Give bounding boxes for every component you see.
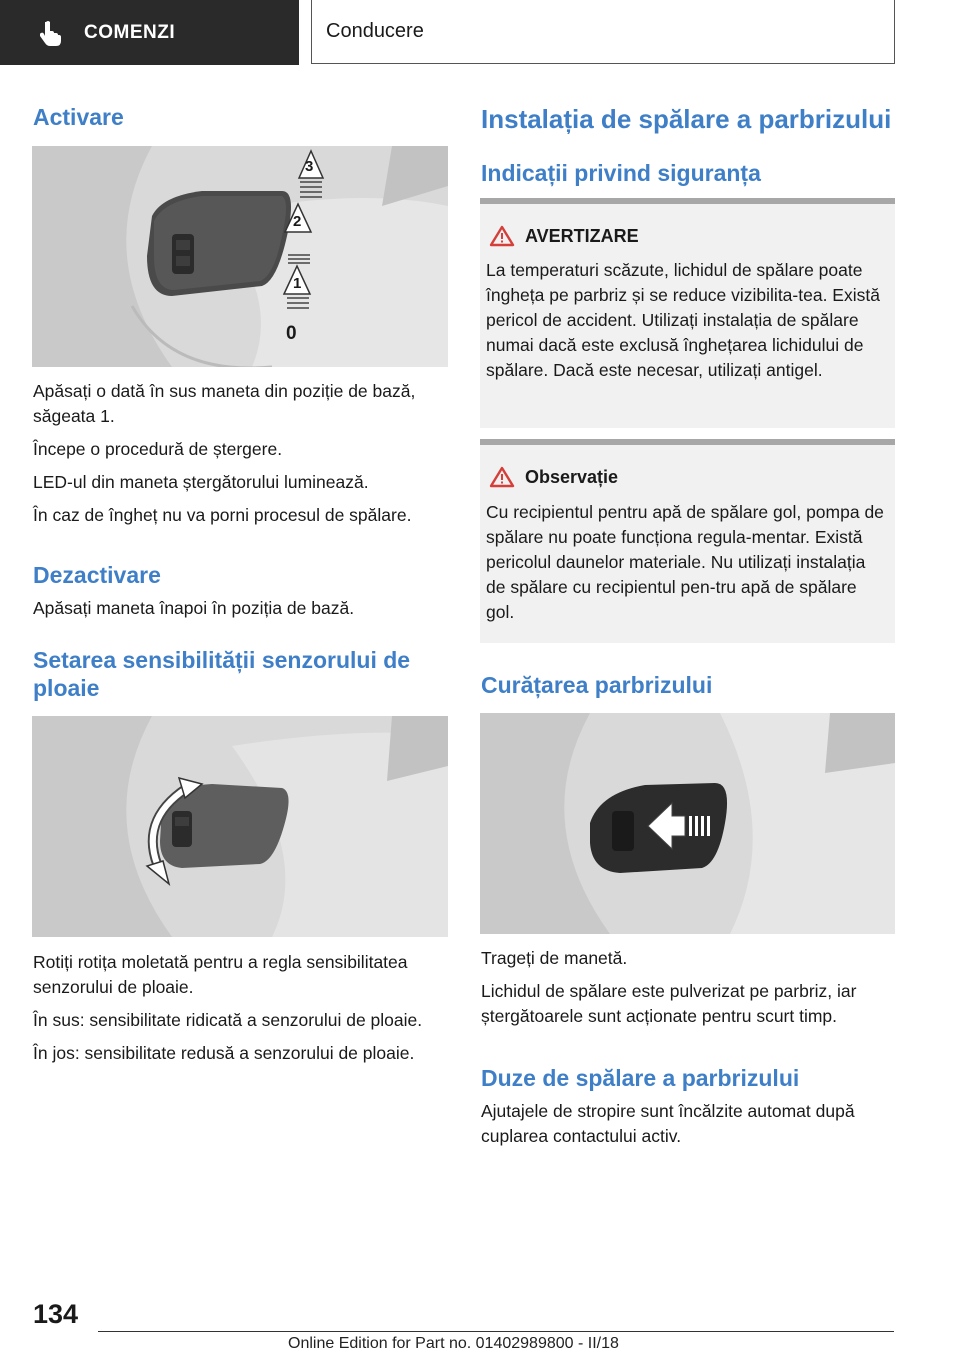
warning-box xyxy=(480,198,895,428)
activare-paragraph-1: Apăsați o dată în sus maneta din poziție de bază, săgeata 1. xyxy=(33,381,416,426)
footer-divider xyxy=(98,1331,894,1332)
wiper-lever-figure xyxy=(32,146,448,367)
page-number: 134 xyxy=(33,1299,79,1329)
note-body: Cu recipientul pentru apă de spălare gol, pompa de spălare nu poate funcționa regula-mentar. Există pericolul daunelor materiale. Nu utilizați instalația de spălare cu recipientul pen-tru apă de spălare gol. xyxy=(486,502,884,622)
curatare-paragraph-2: Lichidul de spălare este pulverizat pe parbriz, iar ștergătoarele sunt acționate pentru scurt timp. xyxy=(481,981,857,1026)
arrow-label-3: 3 xyxy=(305,158,314,175)
washer-lever-figure xyxy=(480,713,895,934)
hand-pointer-icon xyxy=(40,20,62,46)
duze-paragraph: Ajutajele de stropire sunt încălzite automat după cuplarea contactului activ. xyxy=(481,1101,855,1146)
chapter-title: Conducere xyxy=(326,20,424,42)
activare-paragraph-2: Începe o procedură de ștergere. xyxy=(33,439,283,459)
duze-heading: Duze de spălare a parbrizului xyxy=(481,1065,800,1091)
senzor-paragraph-2: În sus: sensibilitate ridicată a senzorului de ploaie. xyxy=(33,1010,423,1030)
note-triangle-icon xyxy=(489,466,515,488)
edition-note: Online Edition for Part no. 01402989800 - II/18 xyxy=(288,1335,619,1352)
warning-title: AVERTIZARE xyxy=(525,226,639,246)
main-heading: Instalația de spălare a parbrizului xyxy=(481,104,892,134)
activare-paragraph-4: În caz de îngheț nu va porni procesul de spălare. xyxy=(33,505,412,525)
warning-triangle-icon xyxy=(489,225,515,247)
arrow-label-2: 2 xyxy=(293,213,302,230)
dezactivare-heading: Dezactivare xyxy=(33,562,161,588)
safety-heading: Indicații privind siguranța xyxy=(481,160,761,186)
rain-sensor-figure xyxy=(32,716,448,937)
curatare-paragraph-1: Trageți de manetă. xyxy=(481,948,628,968)
senzor-paragraph-3: În jos: sensibilitate redusă a senzorului de ploaie. xyxy=(33,1043,415,1063)
senzor-paragraph-1: Rotiți rotița moletată pentru a regla sensibilitatea senzorului de ploaie. xyxy=(33,952,408,997)
note-title: Observație xyxy=(525,467,619,487)
warning-body: La temperaturi scăzute, lichidul de spălare poate îngheța pe parbriz și se reduce vizibilita-tea. Există pericol de accident. Utilizați instalația de spălare numai dacă este exclusă înghețarea lichidului de spălare. Dacă este necesar, utilizați antigel. xyxy=(486,260,880,380)
arrow-label-0: 0 xyxy=(286,323,297,344)
senzor-heading: Setarea sensibilității senzorului de ploaie xyxy=(33,647,411,701)
dezactivare-paragraph: Apăsați maneta înapoi în poziția de bază. xyxy=(33,598,355,618)
activare-heading: Activare xyxy=(33,104,124,130)
arrow-label-1: 1 xyxy=(293,275,302,292)
curatare-heading: Curățarea parbrizului xyxy=(481,672,713,698)
activare-paragraph-3: LED-ul din maneta ștergătorului luminează. xyxy=(33,472,369,492)
note-box xyxy=(480,439,895,643)
chapter-header xyxy=(311,0,895,64)
section-title: COMENZI xyxy=(84,21,176,43)
section-tab[interactable] xyxy=(0,0,299,65)
